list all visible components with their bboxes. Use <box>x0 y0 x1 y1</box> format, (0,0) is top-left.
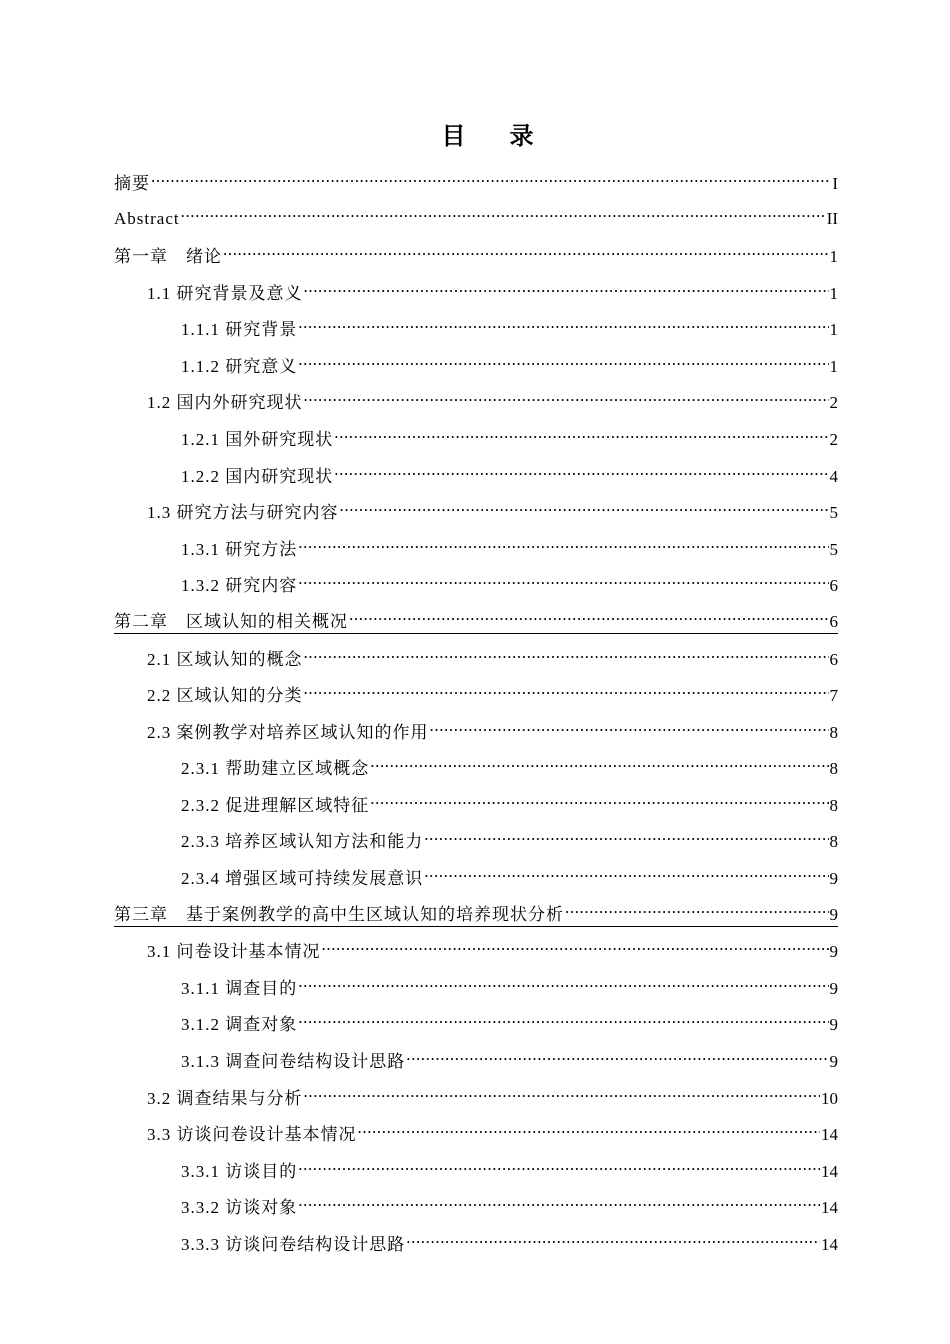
toc-entry-page-number: 9 <box>829 942 838 962</box>
toc-entry-page-number: 8 <box>829 759 838 779</box>
toc-entry[interactable] <box>114 346 838 383</box>
toc-entry[interactable] <box>114 639 838 676</box>
toc-entry[interactable] <box>114 1224 838 1261</box>
dot-leader <box>322 940 829 957</box>
dot-leader <box>406 1050 828 1067</box>
toc-entry-label: 1.3.1 研究方法 <box>181 539 298 559</box>
toc-entry[interactable] <box>114 931 838 968</box>
toc-entry-page-number: 6 <box>829 611 838 631</box>
toc-entry-label: 第二章 区域认知的相关概况 <box>114 611 348 631</box>
toc-entry-page-number: 1 <box>829 356 838 376</box>
dot-leader <box>304 684 829 701</box>
toc-entry-label: 2.3.4 增强区域可持续发展意识 <box>181 869 424 889</box>
toc-entry[interactable] <box>114 309 838 346</box>
toc-entry-page-number: II <box>826 208 838 228</box>
dot-leader <box>334 428 828 445</box>
toc-entry[interactable] <box>114 968 838 1005</box>
table-of-contents <box>114 163 838 1261</box>
toc-entry[interactable] <box>114 895 838 932</box>
dot-leader <box>304 391 829 408</box>
toc-entry-label: 3.2 调查结果与分析 <box>147 1088 303 1108</box>
toc-entry-label: 3.1.3 调查问卷结构设计思路 <box>181 1052 406 1072</box>
toc-entry-page-number: 5 <box>829 539 838 559</box>
dot-leader <box>304 282 829 299</box>
dot-leader <box>370 794 828 811</box>
toc-entry-page-number: 14 <box>821 1198 838 1218</box>
toc-entry[interactable] <box>114 1005 838 1042</box>
toc-entry-page-number: 8 <box>829 722 838 742</box>
toc-entry-page-number: 9 <box>829 904 838 924</box>
dot-leader <box>406 1233 820 1250</box>
toc-entry-label: 3.3.2 访谈对象 <box>181 1198 298 1218</box>
dot-leader <box>151 172 831 189</box>
toc-entry-page-number: 8 <box>829 832 838 852</box>
dot-leader <box>340 501 829 518</box>
toc-entry[interactable] <box>114 236 838 273</box>
toc-entry-label: 3.1 问卷设计基本情况 <box>147 942 321 962</box>
toc-entry-label: 1.2.1 国外研究现状 <box>181 429 334 449</box>
toc-entry[interactable] <box>114 1041 838 1078</box>
toc-entry[interactable] <box>114 858 838 895</box>
toc-entry[interactable] <box>114 529 838 566</box>
toc-entry-page-number: 9 <box>829 978 838 998</box>
dot-leader <box>298 977 828 994</box>
dot-leader <box>370 757 828 774</box>
toc-entry-page-number: 14 <box>821 1161 838 1181</box>
dot-leader <box>349 610 829 627</box>
toc-entry-label: 1.3.2 研究内容 <box>181 576 298 596</box>
toc-entry[interactable] <box>114 1078 838 1115</box>
toc-entry-page-number: 10 <box>821 1088 838 1108</box>
title-part-1: 目 <box>441 124 466 150</box>
dot-leader <box>298 538 828 555</box>
toc-entry-label: 3.1.2 调查对象 <box>181 1015 298 1035</box>
toc-entry[interactable] <box>114 785 838 822</box>
toc-entry-page-number: 2 <box>829 429 838 449</box>
toc-entry-page-number: 4 <box>829 466 838 486</box>
toc-entry-label: 1.1.1 研究背景 <box>181 320 298 340</box>
dot-leader <box>298 1013 828 1030</box>
toc-entry-page-number: 1 <box>829 283 838 303</box>
toc-entry-label: 1.1 研究背景及意义 <box>147 283 303 303</box>
toc-entry-page-number: I <box>832 173 838 193</box>
toc-entry[interactable] <box>114 822 838 859</box>
toc-entry[interactable] <box>114 456 838 493</box>
toc-entry-label: 1.2.2 国内研究现状 <box>181 466 334 486</box>
toc-entry-page-number: 6 <box>829 576 838 596</box>
toc-entry[interactable] <box>114 200 838 237</box>
toc-entry-label: 2.2 区域认知的分类 <box>147 686 303 706</box>
dot-leader <box>565 903 829 920</box>
toc-entry-label: 3.3.3 访谈问卷结构设计思路 <box>181 1235 406 1255</box>
toc-entry[interactable] <box>114 419 838 456</box>
dot-leader <box>424 867 828 884</box>
dot-leader <box>334 465 828 482</box>
dot-leader <box>358 1123 821 1140</box>
toc-entry-label: 第三章 基于案例教学的高中生区域认知的培养现状分析 <box>114 904 564 924</box>
toc-entry-page-number: 8 <box>829 795 838 815</box>
toc-entry-label: 3.3.1 访谈目的 <box>181 1161 298 1181</box>
toc-entry-label: 1.3 研究方法与研究内容 <box>147 503 339 523</box>
toc-entry[interactable] <box>114 383 838 420</box>
toc-entry-page-number: 7 <box>829 686 838 706</box>
toc-entry[interactable] <box>114 749 838 786</box>
toc-entry-page-number: 6 <box>829 649 838 669</box>
dot-leader <box>424 830 828 847</box>
dot-leader <box>223 245 829 262</box>
toc-entry-page-number: 9 <box>829 1052 838 1072</box>
toc-entry-page-number: 9 <box>829 869 838 889</box>
toc-entry-page-number: 1 <box>829 320 838 340</box>
toc-entry[interactable] <box>114 602 838 639</box>
toc-entry-page-number: 5 <box>829 503 838 523</box>
toc-entry-label: 2.1 区域认知的概念 <box>147 649 303 669</box>
page-title <box>0 116 950 151</box>
toc-entry-label: 2.3.1 帮助建立区域概念 <box>181 759 370 779</box>
toc-entry-page-number: 9 <box>829 1015 838 1035</box>
toc-entry[interactable] <box>114 163 838 200</box>
toc-entry-label: 摘要 <box>114 173 150 193</box>
dot-leader <box>298 574 828 591</box>
toc-entry-label: 1.1.2 研究意义 <box>181 356 298 376</box>
toc-entry[interactable] <box>114 1114 838 1151</box>
toc-entry[interactable] <box>114 492 838 529</box>
dot-leader <box>304 648 829 665</box>
toc-entry-page-number: 14 <box>821 1125 838 1145</box>
dot-leader <box>298 355 828 372</box>
toc-entry[interactable] <box>114 1151 838 1188</box>
toc-entry-label: 1.2 国内外研究现状 <box>147 393 303 413</box>
toc-entry-label: Abstract <box>114 208 180 228</box>
toc-entry-label: 第一章 绪论 <box>114 246 222 266</box>
toc-entry-label: 3.3 访谈问卷设计基本情况 <box>147 1125 357 1145</box>
toc-entry-label: 2.3.3 培养区域认知方法和能力 <box>181 832 424 852</box>
toc-entry[interactable] <box>114 675 838 712</box>
toc-entry[interactable] <box>114 566 838 603</box>
dot-leader <box>298 1160 820 1177</box>
dot-leader <box>181 207 826 224</box>
dot-leader <box>430 721 829 738</box>
toc-entry[interactable] <box>114 1188 838 1225</box>
toc-entry-label: 2.3.2 促进理解区域特征 <box>181 795 370 815</box>
toc-entry-page-number: 1 <box>829 246 838 266</box>
dot-leader <box>298 318 828 335</box>
toc-entry[interactable] <box>114 273 838 310</box>
toc-entry-page-number: 2 <box>829 393 838 413</box>
dot-leader <box>304 1087 821 1104</box>
title-part-2: 录 <box>509 124 534 150</box>
toc-entry[interactable] <box>114 712 838 749</box>
toc-entry-page-number: 14 <box>821 1235 838 1255</box>
toc-entry-label: 3.1.1 调查目的 <box>181 978 298 998</box>
dot-leader <box>298 1196 820 1213</box>
toc-entry-label: 2.3 案例教学对培养区域认知的作用 <box>147 722 429 742</box>
